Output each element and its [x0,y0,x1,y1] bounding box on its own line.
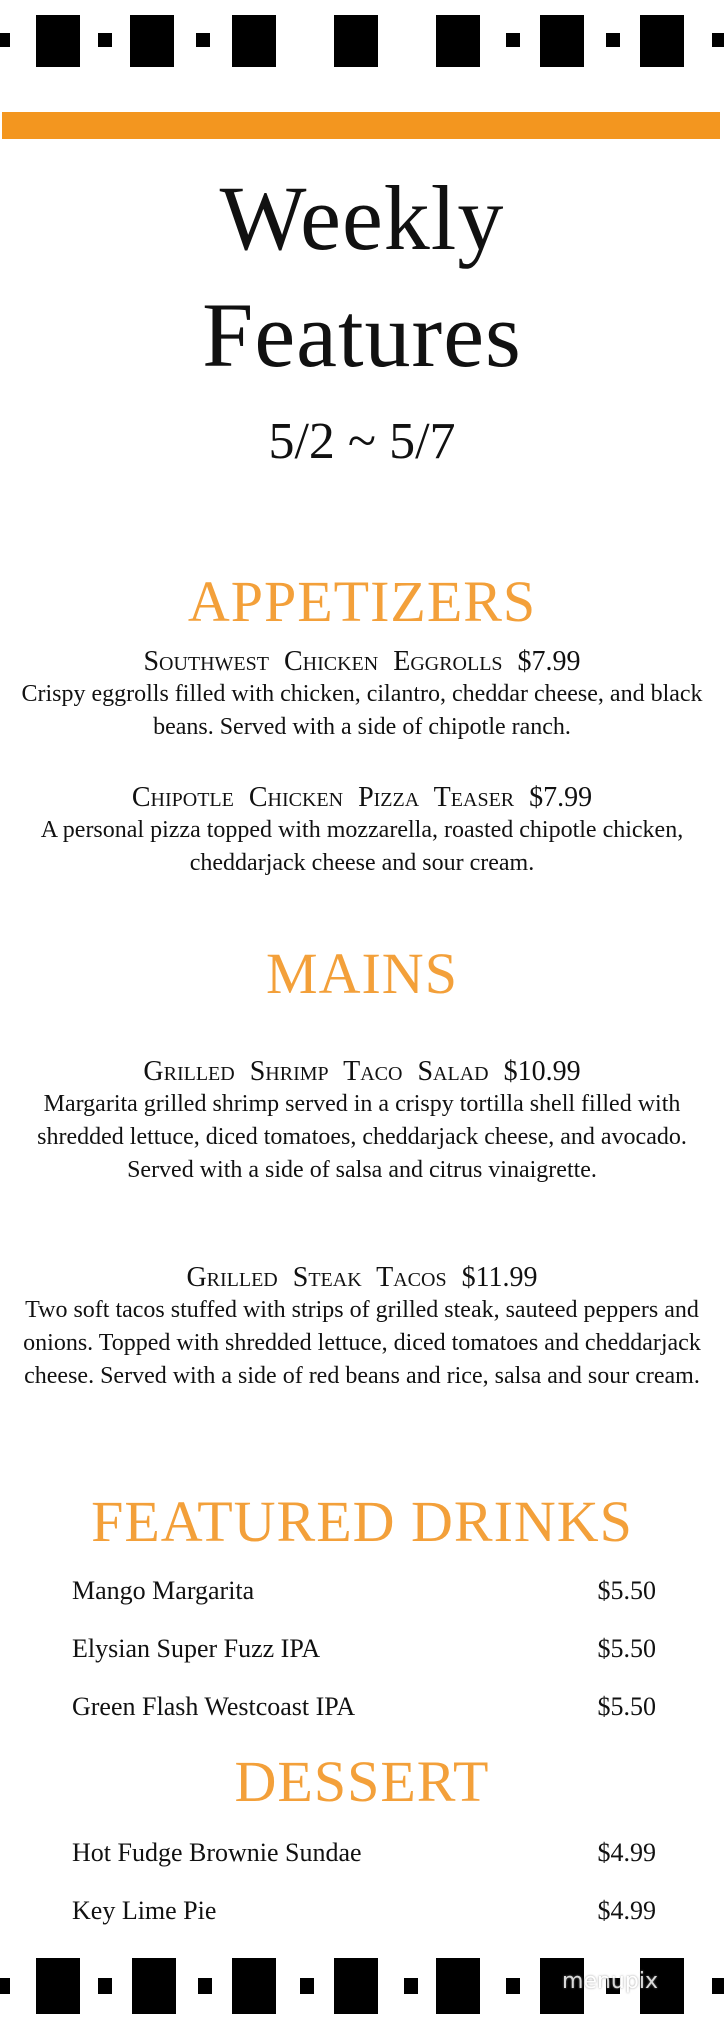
list-item [72,1824,656,1882]
menu-item [10,646,714,744]
list-item [72,1678,656,1736]
pattern-square [0,33,10,47]
item-name-line [10,1262,714,1294]
pattern-square [132,1958,176,2014]
drink-price: $5.50 [597,1634,656,1663]
watermark-logo: menupix [562,1969,658,1994]
page-title [0,160,724,394]
pattern-square [334,1958,378,2014]
menu-item [10,1056,714,1187]
item-price: $10.99 [503,1056,581,1087]
pattern-square [232,1958,276,2014]
item-price: $7.99 [529,782,593,813]
list-item [72,1882,656,1940]
drink-name: Green Flash Westcoast IPA [72,1692,356,1721]
list-item [72,1562,656,1620]
date-range: 5/2 ~ 5/7 [268,413,456,470]
pattern-square [36,15,80,67]
pattern-square [300,1978,314,1994]
drink-name: Elysian Super Fuzz IPA [72,1634,321,1663]
drinks-list [72,1562,656,1736]
item-name: Grilled Shrimp Taco Salad [143,1056,489,1087]
drinks-heading: FEATURED DRINKS [91,1489,633,1554]
pattern-square [0,1978,10,1994]
pattern-square [436,1958,480,2014]
list-item [72,1620,656,1678]
item-name-line [10,1056,714,1088]
item-description: Two soft tacos stuffed with strips of grilled steak, sauteed peppers and onions. Topped with shredded lettuce, diced tomatoes and cheddarjack cheese. Served with a side of red beans and rice, salsa and sour cream. [23,1297,701,1389]
pattern-square [334,15,378,67]
pattern-square [606,33,620,47]
pattern-square [712,33,724,47]
item-description: A personal pizza topped with mozzarella, roasted chipotle chicken, cheddarjack cheese and sour cream. [40,817,684,876]
menu-item [10,1262,714,1393]
drink-price: $5.50 [597,1692,656,1721]
pattern-square [404,1978,418,1994]
pattern-square [436,15,480,67]
item-price: $11.99 [461,1262,538,1293]
dessert-price: $4.99 [597,1896,656,1925]
item-name-line [10,646,714,678]
pattern-square [506,33,520,47]
dessert-heading: DESSERT [234,1749,490,1814]
mains-heading: MAINS [266,941,458,1006]
accent-bar [2,112,720,139]
top-border-pattern [0,0,724,74]
item-price: $7.99 [517,646,581,677]
pattern-square [98,1978,112,1994]
pattern-square [130,15,174,67]
dessert-name: Hot Fudge Brownie Sundae [72,1838,362,1867]
pattern-square [540,15,584,67]
pattern-square [232,15,276,67]
pattern-square [36,1958,80,2014]
dessert-list [72,1824,656,1940]
drink-name: Mango Margarita [72,1576,255,1605]
item-name: Grilled Steak Tacos [186,1262,447,1293]
dessert-name: Key Lime Pie [72,1896,217,1925]
menu-item [10,782,714,880]
item-name-line [10,782,714,814]
item-description: Crispy eggrolls filled with chicken, cilantro, cheddar cheese, and black beans. Served with a side of chipotle ranch. [21,681,703,740]
item-description: Margarita grilled shrimp served in a crispy tortilla shell filled with shredded lettuce, diced tomatoes, cheddarjack cheese, and avocado. Served with a side of salsa and citrus vinaigrette. [37,1091,687,1183]
drink-price: $5.50 [597,1576,656,1605]
title-line-2: Features [202,284,522,386]
dessert-price: $4.99 [597,1838,656,1867]
title-line-1: Weekly [219,167,505,269]
pattern-square [712,1978,724,1994]
pattern-square [98,33,112,47]
pattern-square [196,33,210,47]
pattern-square [640,15,684,67]
appetizers-heading: APPETIZERS [187,569,537,634]
pattern-square [198,1978,212,1994]
item-name: Chipotle Chicken Pizza Teaser [131,782,515,813]
item-name: Southwest Chicken Eggrolls [143,646,503,677]
pattern-square [506,1978,520,1994]
